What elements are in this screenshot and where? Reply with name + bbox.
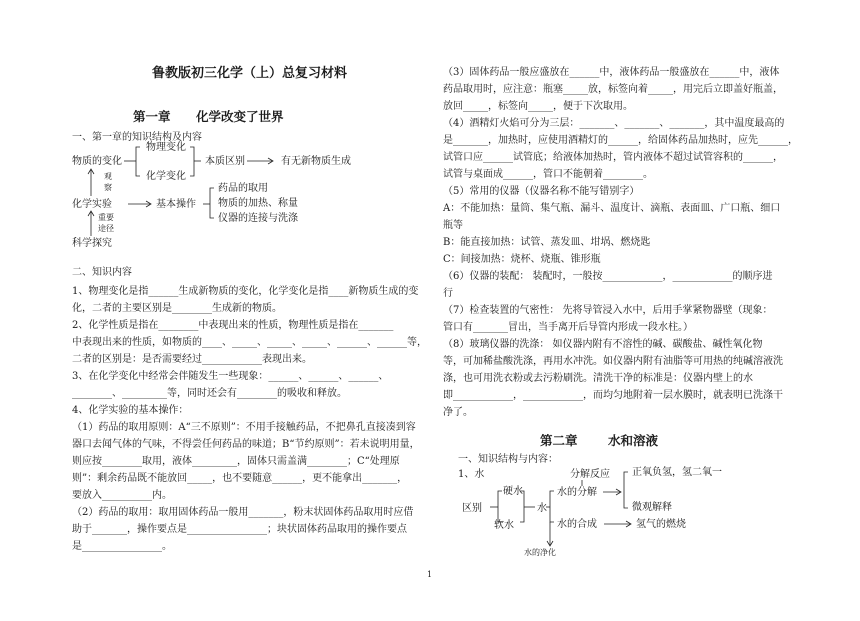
left-line: （1）药品的取用原则：A“三不原则”：不用手接触药品，不把鼻孔直接凑到容 [72,422,416,433]
label-physical-change: 物理变化 [146,142,186,153]
left-line: ________、_________等，同时还会有________的吸收和释放。 [72,388,347,399]
label-important-2: 途径 [98,224,114,233]
left-line: 是________________。 [72,541,172,552]
right-line: （3）固体药品一般应盛放在______中，液体药品一般盛放在______中，液体 [443,67,780,78]
left-line: 器口去闻气体的气味，不得尝任何药品的味道；B“节约原则”：若未说明用量， [72,439,420,450]
label-new-substance: 有无新物质生成 [281,156,351,167]
left-line: 则应按________取用，液体_________，固体只需盖满________；C“处理原 [72,456,400,467]
right-line: C：间接加热：烧杯、烧瓶、锥形瓶 [443,254,601,265]
right-line: 是_______，加热时，应使用酒精灯的______，给固体药品加热时，应先______， [443,135,798,146]
label-pos-neg: 正氧负氢，氢二氧一 [632,467,722,478]
right-line: （4）酒精灯火焰可分为三层：_______、_______、_______，其中温度最高的 [443,118,785,129]
right-line: A：不能加热：量筒、集气瓶、漏斗、温度计、滴瓶、表面皿、广口瓶、细口 [443,203,781,214]
label-op-item-3: 仪器的连接与洗涤 [218,213,298,224]
bracket-change [136,147,140,176]
label-decompose-reaction: 分解反应 [570,469,610,480]
label-water-synthesis: 水的合成 [557,519,597,530]
label-hydrogen-burn: 氢气的燃烧 [636,519,686,530]
label-chem-experiment: 化学实验 [72,199,112,210]
label-item-water: 1、水 [458,469,485,480]
label-distinguish: 区别 [462,503,482,514]
right-line: B：能直接加热：试管、蒸发皿、坩埚、燃烧匙 [443,237,651,248]
label-soft-water: 软水 [494,520,514,531]
section1-heading: 一、第一章的知识结构及内容 [72,132,202,143]
left-line: 1、物理变化是指______生成新物质的变化，化学变化是指____新物质生成的变 [72,286,419,297]
left-line: 要放入__________内。 [72,490,172,501]
right-line: 管口有_______冒出，当手离开后导管内形成一段水柱。） [443,322,693,333]
label-science-inquiry: 科学探究 [72,238,112,249]
right-line: 试管口应______试管底；给液体加热时，管内液体不超过试管容积的______， [443,152,783,163]
right-line: 行 [443,288,453,299]
label-hard-water: 硬水 [503,486,523,497]
left-line: 中表现出来的性质，如物质的____、_____、_____、_____、______、______等， [72,337,427,348]
left-line: 则”：剩余药品既不能放回_____，也不要随意______，更不能拿出_______， [72,473,408,484]
right-line: 瓶等 [443,220,463,231]
right-line: 等，可加稀盐酸洗涤，再用水冲洗。如仪器内附有油脂等可用热的纯碱溶液洗 [443,356,783,367]
label-matter-change: 物质的变化 [72,156,122,167]
label-basic-operation: 基本操作 [156,199,196,210]
right-line: 涤，也可用洗衣粉或去污粉刷洗。清洗干净的标准是：仪器内壁上的水 [443,373,753,384]
left-line: （2）药品的取用：取用固体药品一般用_______，粉末状固体药品取用时应借 [72,507,414,518]
label-micro-explain: 微观解释 [632,502,672,513]
label-observe-1: 观 [104,172,112,181]
page-number: 1 [427,570,433,579]
label-water: 水 [537,503,547,514]
right-line: 放回_____，标签向_____，便于下次取用。 [443,101,633,112]
label-water-decomposition: 水的分解 [557,487,597,498]
label-water-purify: 水的净化 [524,548,556,557]
chapter1-name: 化学改变了世界 [196,109,284,124]
label-essential-difference: 本质区别 [205,156,245,167]
right-line: （5）常用的仪器（仪器名称不能写错别字） [443,186,640,197]
right-line: （6）仪器的装配： 装配时，一般按____________，____________的顺序进 [443,271,773,282]
right-line: 试管与桌面成______，管口不能朝着________。 [443,169,653,180]
section2-heading: 二、知识内容 [72,267,132,278]
left-line: 助于_______，操作要点是________________；块状固体药品取用的操作要点 [72,524,407,535]
label-important-1: 重要 [98,213,114,222]
right-line: 药品取用时，应注意：瓶塞_____放，标签向着_____，用完后立即盖好瓶盖， [443,84,783,95]
label-op-item-2: 物质的加热、称量 [218,198,298,209]
right-line: （8）玻璃仪器的洗涤： 如仪器内附有不溶性的碱、碳酸盐、碱性氧化物 [443,339,763,350]
label-observe-2: 察 [104,183,112,192]
right-line: 净了。 [443,407,473,418]
left-line: 化，二者的主要区别是________生成新的物质。 [72,303,282,314]
chapter2-section1-heading: 一、知识结构与内容： [458,454,558,465]
chapter1-label: 第一章 [133,109,171,124]
right-line: 即____________，____________，而均匀地附着一层水膜时，就表明已洗涤干 [443,390,783,401]
chapter2-label: 第二章 [540,433,578,448]
left-line: 4、化学实验的基本操作： [72,405,189,416]
left-line: 3、在化学变化中经常会伴随发生一些现象：______、______、______、 [72,371,389,382]
doc-title: 鲁教版初三化学（上）总复习材料 [152,66,348,81]
label-chemical-change: 化学变化 [146,171,186,182]
right-line: （7）检查装置的气密性： 先将导管浸入水中，后用手掌紧物器壁（现象： [443,305,773,316]
chapter2-name: 水和溶液 [608,433,659,448]
label-op-item-1: 药品的取用 [218,183,268,194]
left-line: 二者的区别是：是否需要经过____________表现出来。 [72,354,312,365]
left-line: 2、化学性质是指在________中表现出来的性质，物理性质是指在_______ [72,320,394,331]
